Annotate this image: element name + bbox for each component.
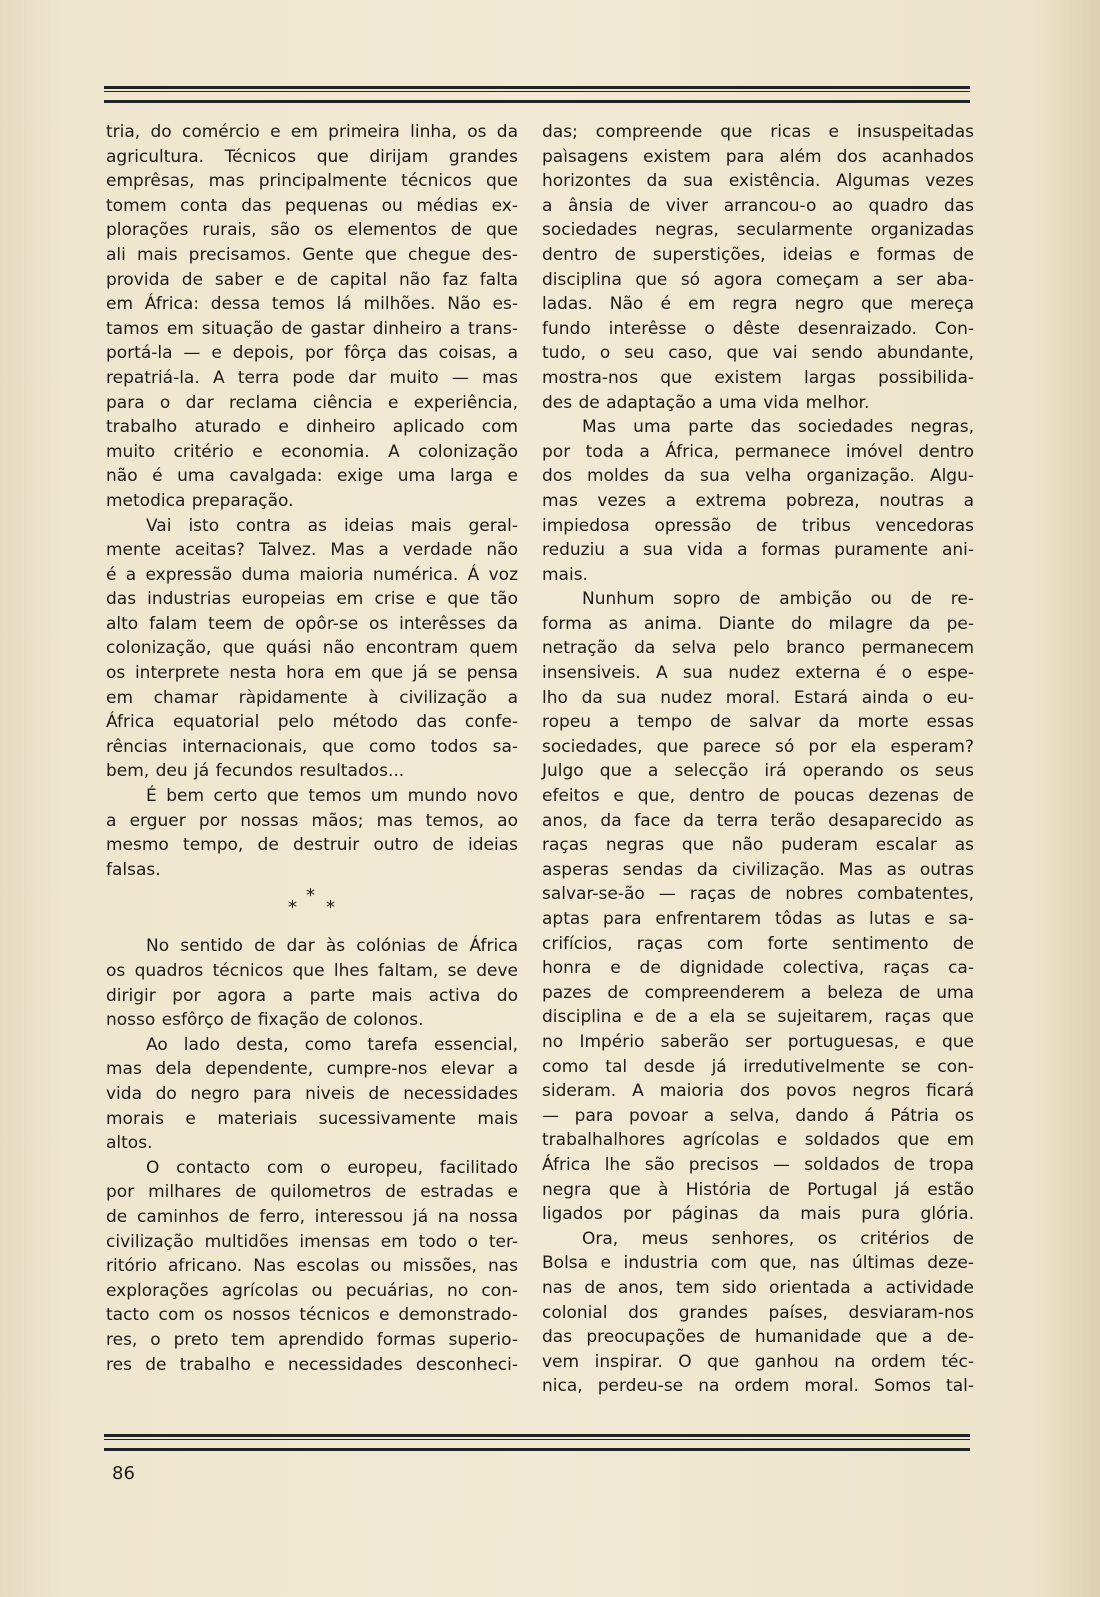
text-line: alto falam teem de opôr-se os interêsses da [106,613,518,634]
text-line: das; compreende que ricas e insuspeitadas [542,122,974,142]
text-line: altos. [106,1133,153,1154]
text-line: mas vezes a extrema pobreza, noutras a [542,490,974,511]
text-line: ladas. Não é em regra negro que mereça [542,294,974,315]
text-line: tamos em situação de gastar dinheiro a trans- [106,318,518,339]
text-line: em chamar ràpidamente à civilização a [106,687,518,708]
left-text-column [106,120,518,1377]
text-line: nica, perdeu-se na ordem moral. Somos tal- [542,1376,974,1397]
text-line: sociedades negras, secularmente organizadas [542,220,974,241]
text-line: tacto com os nossos técnicos e demonstrado- [106,1305,518,1326]
text-line: de caminhos de ferro, interessou já na nossa [106,1206,518,1227]
asterisk: * [326,897,335,919]
text-line: lho da sua nudez moral. Estará ainda o eu- [542,687,974,708]
text-line: portá-la — e depois, por fôrça das coisas, a [106,343,518,364]
text-line: colonização, que quási não encontram quem [106,638,518,659]
text-line: Julgo que a selecção irá operando os seus [542,761,974,782]
top-double-rule [104,86,970,103]
text-line: forma as anima. Diante do milagre da pe- [542,613,974,634]
text-line: impiedosa opressão de tribus vencedoras [542,515,974,536]
text-line: Bolsa e industria com que, nas últimas deze- [542,1253,974,1274]
text-line: netração da selva pelo branco permanecem [542,638,974,659]
text-line: tudo, o seu caso, que vai sendo abundante, [542,343,974,364]
text-line: horizontes da sua existência. Algumas vezes [542,171,974,192]
text-line: fundo interêsse o dêste desenraizado. Con- [542,318,974,339]
text-line: Vai isto contra as ideias mais geral- [146,515,518,536]
text-line: os interprete nesta hora em que já se pensa [106,663,518,684]
text-line: para o dar reclama ciência e experiência, [106,392,518,413]
text-line: das industrias europeias em crise e que tão [106,589,518,610]
text-line: honra e de dignidade colectiva, raças ca- [542,958,974,979]
text-line: sociedades, que parece só por ela esperam? [542,736,974,757]
text-line: mesmo tempo, de destruir outro de ideias [106,835,518,856]
text-line: os quadros técnicos que lhes faltam, se deve [106,961,518,981]
text-line: disciplina que só agora começam a ser aba- [542,269,974,290]
text-line: dentro de superstições, ideias e formas de [542,244,974,265]
section-break-asterisks [106,882,518,934]
text-line: des de adaptação a uma vida melhor. [542,392,870,413]
text-line: explorações agrícolas ou pecuárias, no con- [106,1280,518,1301]
text-line: tomem conta das pequenas ou médias ex- [106,195,518,216]
text-line: anos, da face da terra terão desaparecido as [542,810,974,831]
bottom-double-rule [104,1434,970,1451]
text-line: mas dela dependente, cumpre-nos elevar a [106,1059,518,1080]
text-line: África lhe são precisos — soldados de tropa [542,1154,974,1175]
text-line: provida de saber e de capital não faz falta [106,269,518,290]
text-line: a ânsia de viver arrancou-o ao quadro das [542,195,974,216]
text-line: morais e materiais sucessivamente mais [106,1108,518,1129]
text-line: Ora, meus senhores, os critérios de [582,1228,974,1249]
text-line: — para povoar a selva, dando á Pátria os [542,1105,974,1126]
text-line: vida do negro para niveis de necessidades [106,1083,518,1104]
text-line: agricultura. Técnicos que dirijam grandes [106,146,518,167]
text-line: É bem certo que temos um mundo novo [146,786,518,807]
text-line: Ao lado desta, como tarefa essencial, [146,1034,518,1055]
text-line: trabalhalhores agrícolas e soldados que em [542,1130,974,1151]
text-line: res, o preto tem aprendido formas superio- [106,1329,518,1350]
text-line: mente aceitas? Talvez. Mas a verdade não [106,540,518,561]
right-text-column [542,120,974,1399]
text-line: salvar-se-ão — raças de nobres combatentes, [542,884,974,905]
text-line: dirigir por agora a parte mais activa do [106,985,518,1006]
text-line: nosso esfôrço de fixação de colonos. [106,1010,424,1031]
text-line: é a expressão duma maioria numérica. Á voz [106,564,518,585]
text-line: Nunhum sopro de ambição ou de re- [582,589,974,610]
text-line: no Império saberão ser portuguesas, e que [542,1031,974,1052]
text-line: reduziu a sua vida a formas puramente ani- [542,540,974,561]
text-line: tria, do comércio e em primeira linha, os da [106,122,518,142]
text-line: por toda a África, permanece imóvel dentro [542,441,974,462]
text-line: ropeu a tempo de salvar da morte essas [542,712,974,733]
text-line: muito critério e economia. A colonização [106,441,518,462]
text-line: das preocupações de humanidade que a de- [542,1327,974,1348]
text-line: falsas. [106,859,161,880]
text-line: pazes de compreenderem a beleza de uma [542,982,974,1003]
text-line: mais. [542,564,588,585]
text-line: paìsagens existem para além dos acanhados [542,146,974,167]
text-line: No sentido de dar às colónias de África [146,936,518,957]
text-line: raças negras que não puderam escalar as [542,835,974,856]
text-line: metodica preparação. [106,490,294,511]
text-line: plorações rurais, são os elementos de que [106,220,518,241]
text-line: civilização multidões imensas em todo o ter- [106,1231,518,1252]
text-line: asperas sendas da civilização. Mas as outras [542,859,974,880]
text-line: disciplina e de a ela se sujeitarem, raças que [542,1007,974,1028]
text-line: vem inspirar. O que ganhou na ordem téc- [542,1351,974,1372]
text-line: res de trabalho e necessidades desconheci- [106,1354,518,1375]
text-line: repatriá-la. A terra pode dar muito — mas [106,367,518,388]
text-line: ali mais precisamos. Gente que chegue des- [106,244,518,265]
text-line: crifícios, raças com forte sentimento de [542,933,974,954]
text-line: sideram. A maioria dos povos negros ficará [542,1081,974,1102]
text-line: bem, deu já fecundos resultados... [106,761,405,782]
text-line: Mas uma parte das sociedades negras, [582,417,974,438]
text-line: trabalho aturado e dinheiro aplicado com [106,417,518,438]
page-number: 86 [112,1463,135,1484]
asterisk: * [288,897,297,919]
text-line: nas de anos, tem sido orientada a actividade [542,1277,974,1298]
text-line: como tal desde já irredutivelmente se con- [542,1056,974,1077]
text-line: ritório africano. Nas escolas ou missões, nas [106,1256,518,1277]
text-line: negra que à História de Portugal já estão [542,1179,974,1200]
text-line: rências internacionais, que como todos sa- [106,736,518,757]
text-line: não é uma cavalgada: exige uma larga e [106,466,518,487]
text-line: ligados por páginas da mais pura glória. [542,1204,974,1225]
text-line: colonial dos grandes países, desviaram-nos [542,1302,974,1323]
text-line: em África: dessa temos lá milhões. Não es- [106,294,518,315]
text-line: O contacto com o europeu, facilitado [146,1157,518,1178]
text-line: dos moldes da sua velha organização. Algu- [542,466,974,487]
text-line: mostra-nos que existem largas possibilida- [542,367,974,388]
text-line: emprêsas, mas principalmente técnicos que [106,171,518,192]
text-line: insensiveis. A sua nudez externa é o espe- [542,663,974,684]
text-line: aptas para enfrentarem tôdas as lutas e sa- [542,909,974,929]
text-line: a erguer por nossas mãos; mas temos, ao [106,810,518,831]
text-line: África equatorial pelo método das confe- [106,712,518,733]
asterisk: * [306,885,315,907]
text-line: por milhares de quilometros de estradas e [106,1182,518,1203]
text-line: efeitos e que, dentro de poucas dezenas de [542,786,974,807]
